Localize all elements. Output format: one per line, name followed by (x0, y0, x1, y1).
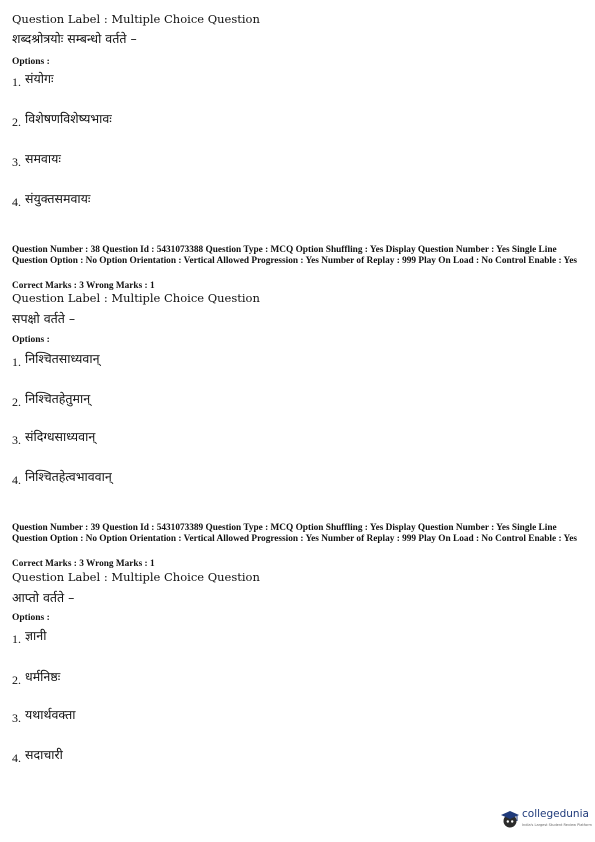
option-text: समवायः (25, 151, 61, 166)
option-text: यथार्थवक्ता (25, 707, 76, 722)
option-number: 2. (12, 395, 21, 409)
q38-metadata: Question Number : 38 Question Id : 5431073388 Question Type : MCQ Option Shuffling : Yes Display Question Number : Yes Single Line Question Option : No Option Orientation : Vertical Allowed Progression : Yes Number of Replay : 999 Play On Load : No Control Enable : Yes (12, 245, 577, 266)
option-text: धर्मनिष्ठः (25, 669, 61, 684)
option-text: ज्ञानी (25, 628, 47, 643)
q37-question-label: Question Label : Multiple Choice Question (12, 12, 260, 26)
option-text: निश्चितसाध्यवान् (25, 351, 100, 366)
option-text: निश्चितहेत्वभाववान् (25, 469, 112, 484)
q37-question-text: शब्दश्रोत्रयोः सम्बन्धो वर्तते – (12, 31, 137, 46)
option-text: विशेषणविशेष्यभावः (25, 111, 112, 126)
collegedunia-logo (500, 806, 590, 834)
q39-question-text: आप्तो वर्तते – (12, 590, 75, 605)
option-text: संयुक्तसमवायः (25, 191, 91, 206)
option-number: 2. (12, 673, 21, 687)
option-text: संदिग्धसाध्यवान् (25, 429, 96, 444)
option-number: 2. (12, 115, 21, 129)
q38-question-label: Question Label : Multiple Choice Question (12, 291, 260, 305)
graduation-cap-icon (500, 808, 520, 830)
option-number: 1. (12, 75, 21, 89)
option-number: 4. (12, 195, 21, 209)
q39-marks: Correct Marks : 3 Wrong Marks : 1 (12, 559, 155, 569)
option-text: निश्चितहेतुमान् (25, 391, 91, 406)
option-number: 3. (12, 711, 21, 725)
q39-metadata: Question Number : 39 Question Id : 5431073389 Question Type : MCQ Option Shuffling : Yes Display Question Number : Yes Single Line Question Option : No Option Orientation : Vertical Allowed Progression : Yes Number of Replay : 999 Play On Load : No Control Enable : Yes (12, 523, 577, 544)
q39-question-label: Question Label : Multiple Choice Question (12, 570, 260, 584)
option-text: सदाचारी (25, 747, 63, 762)
q37-options-heading: Options : (12, 57, 50, 67)
option-number: 1. (12, 632, 21, 646)
option-number: 4. (12, 473, 21, 487)
logo-tagline: India's Largest Student Review Platform (522, 823, 592, 827)
q38-options-heading: Options : (12, 335, 50, 345)
q39-options-heading: Options : (12, 613, 50, 623)
option-number: 4. (12, 751, 21, 765)
option-number: 3. (12, 433, 21, 447)
logo-wordmark: collegedunia (522, 808, 589, 820)
option-number: 3. (12, 155, 21, 169)
option-number: 1. (12, 355, 21, 369)
q38-question-text: सपक्षो वर्तते – (12, 311, 76, 326)
option-text: संयोगः (25, 71, 54, 86)
q38-marks: Correct Marks : 3 Wrong Marks : 1 (12, 281, 155, 291)
